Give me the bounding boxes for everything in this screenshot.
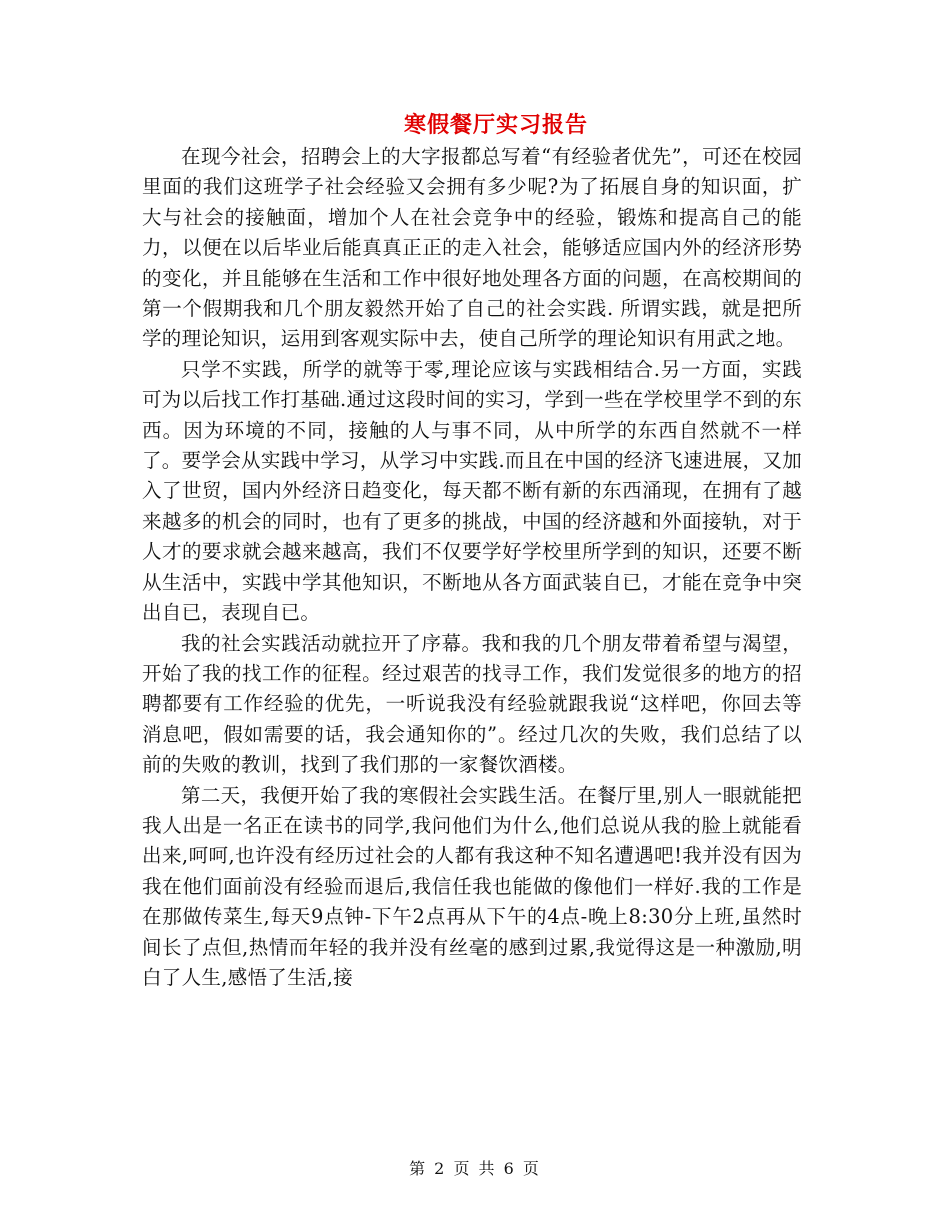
paragraph: 第二天，我便开始了我的寒假社会实践生活。在餐厅里,别人一眼就能把我人出是一名正在读书的同学,我问他们为什么,他们总说从我的脸上就能看出来,呵呵,也许没有经历过社会的人都有我这种不知名遭遇吧!我并没有因为我在他们面前没有经验而退后,我信任我也能做的像他们一样好.我的工作是在那做传菜生,每天9点钟-下午2点再从下午的4点-晚上8:30分上班,虽然时间长了点但,热情而年轻的我并没有丝毫的感到过累,我觉得这是一种激励,明白了人生,感悟了生活,接 [142,783,802,989]
page-footer: 第 2 页 共 6 页 [409,1159,541,1178]
paragraph: 我的社会实践活动就拉开了序幕。我和我的几个朋友带着希望与渴望，开始了我的找工作的征程。经过艰苦的找寻工作，我们发觉很多的地方的招聘都要有工作经验的优先，一听说我没有经验就跟我说“这样吧，你回去等消息吧，假如需要的话，我会通知你的”。经过几次的失败，我们总结了以前的失败的教训，找到了我们那的一家餐饮酒楼。 [142,631,802,777]
paragraph: 只学不实践，所学的就等于零,理论应该与实践相结合.另一方面，实践可为以后找工作打基础.通过这段时间的实习，学到一些在学校里学不到的东西。因为环境的不同，接触的人与事不同，从中所学的东西自然就不一样了。要学会从实践中学习，从学习中实践.而且在中国的经济飞速进展，又加入了世贸，国内外经济日趋变化，每天都不断有新的东西涌现，在拥有了越来越多的机会的同时，也有了更多的挑战，中国的经济越和外面接轨，对于人才的要求就会越来越高，我们不仅要学好学校里所学到的知识，还要不断从生活中，实践中学其他知识，不断地从各方面武装自已，才能在竞争中突出自已，表现自已。 [142,357,802,625]
paragraph: 在现今社会，招聘会上的大字报都总写着“有经验者优先”，可还在校园里面的我们这班学子社会经验又会拥有多少呢?为了拓展自身的知识面，扩大与社会的接触面，增加个人在社会竞争中的经验，锻炼和提高自己的能力，以便在以后毕业后能真真正正的走入社会，能够适应国内外的经济形势的变化，并且能够在生活和工作中很好地处理各方面的问题，在高校期间的第一个假期我和几个朋友毅然开始了自己的社会实践. 所谓实践，就是把所学的理论知识，运用到客观实际中去，使自己所学的理论知识有用武之地。 [142,145,802,351]
document-body [142,142,802,993]
document-title: 寒假餐厅实习报告 [403,112,588,138]
